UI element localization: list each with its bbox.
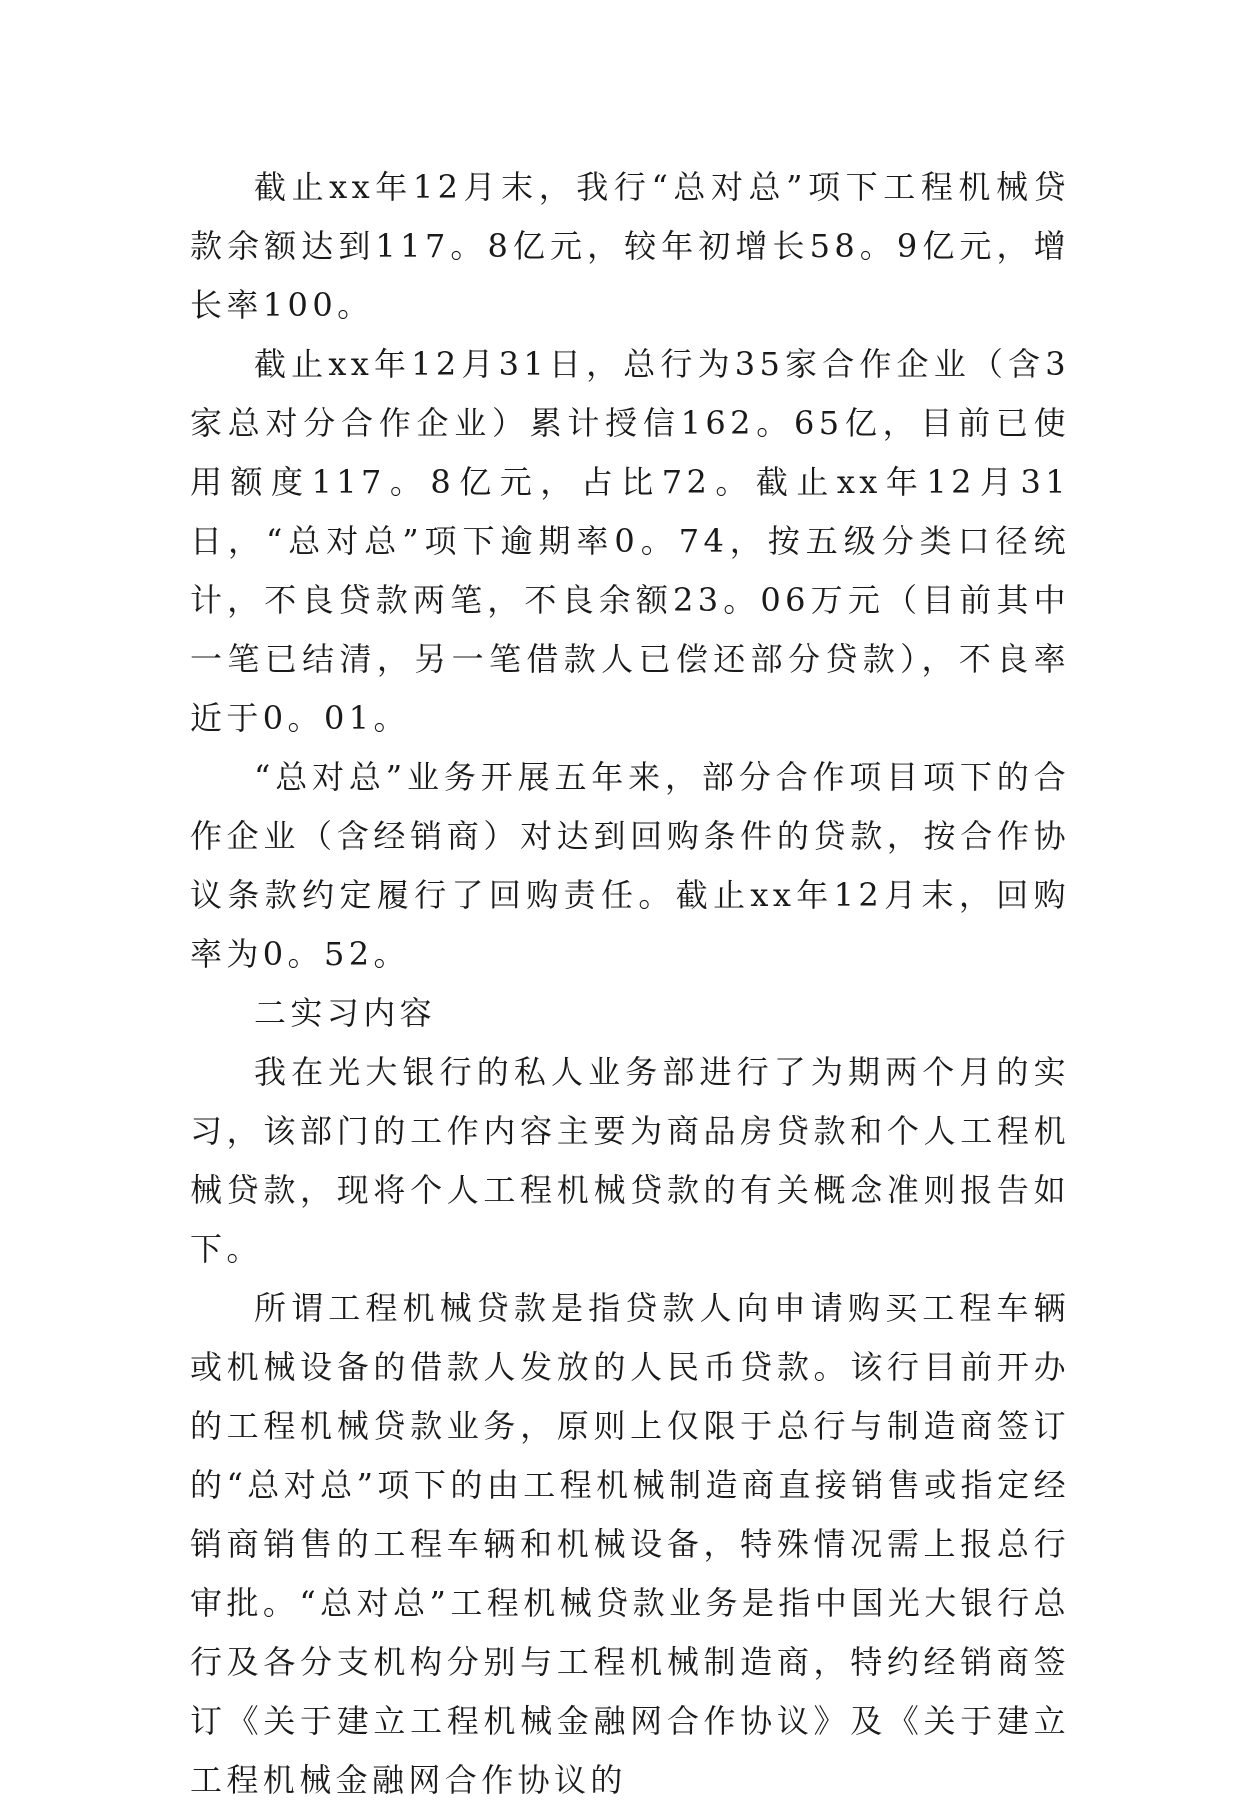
section-heading: 二实习内容 [254,994,437,1032]
paragraph-definition: 所谓工程机械贷款是指贷款人向申请购买工程车辆或机械设备的借款人发放的人民币贷款。该行目前开办的工程机械贷款业务，原则上仅限于总行与制造商签订的“总对总”项下的由工程机械制造商直接销售或指定经销商销售的工程车辆和机械设备，特殊情况需上报总行审批。“总对总”工程机械贷款业务是指中国光大银行总行及各分支机构分别与工程机械制造商，特约经销商签订《关于建立工程机械金融网合作协议》及《关于建立工程机械金融网合作协议的 [190,1289,1070,1799]
paragraph-loan-balance: 截止xx年12月末，我行“总对总”项下工程机械贷款余额达到117。8亿元，较年初增长58。9亿元，增长率100。 [190,168,1070,324]
document-page [190,158,1070,1810]
paragraph-internship: 我在光大银行的私人业务部进行了为期两个月的实习，该部门的工作内容主要为商品房贷款和个人工程机械贷款，现将个人工程机械贷款的有关概念准则报告如下。 [190,1053,1070,1268]
paragraph-buyback: “总对总”业务开展五年来，部分合作项目项下的合作企业（含经销商）对达到回购条件的贷款，按合作协议条款约定履行了回购责任。截止xx年12月末，回购率为0。52。 [190,758,1070,973]
paragraph-credit-line: 截止xx年12月31日，总行为35家合作企业（含3家总对分合作企业）累计授信162。65亿，目前已使用额度117。8亿元，占比72。截止xx年12月31日，“总对总”项下逾期率0。74，按五级分类口径统计，不良贷款两笔，不良余额23。06万元（目前其中一笔已结清，另一笔借款人已偿还部分贷款），不良率近于0。01。 [190,345,1070,737]
